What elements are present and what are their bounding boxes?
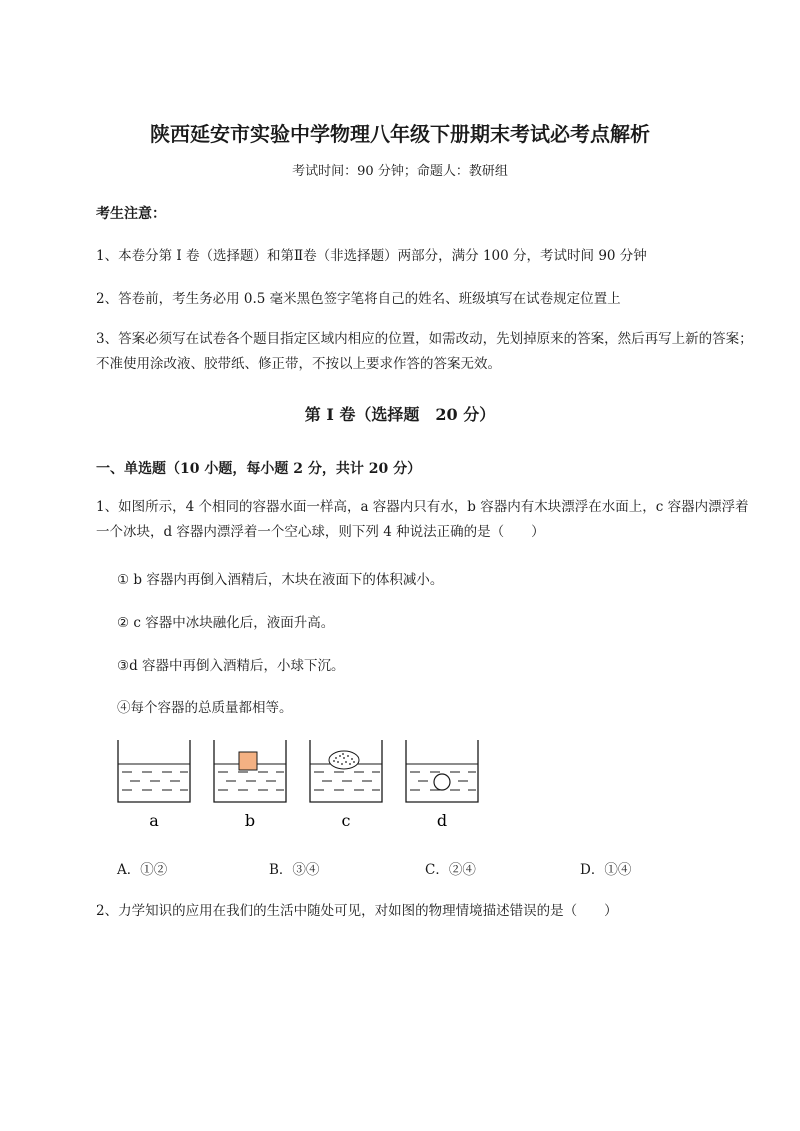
page-title: 陕西延安市实验中学物理八年级下册期末考试必考点解析 xyxy=(150,122,650,146)
note-3: 3、答案必须写在试卷各个题目指定区域内相应的位置，如需改动，先划掉原来的答案，然后再写上新的答案；不准使用涂改液、胶带纸、修正带，不按以上要求作答的答案无效。 xyxy=(96,331,753,372)
figure-label-c: c xyxy=(341,811,351,830)
figure-label-b: b xyxy=(244,811,256,830)
containers-figure xyxy=(112,736,492,836)
ice-block xyxy=(329,751,359,769)
option-a[interactable]: A．①② xyxy=(117,862,168,878)
hollow-ball xyxy=(434,774,450,790)
note-2: 2、答卷前，考生务必用 0.5 毫米黑色签字笔将自己的姓名、班级填写在试卷规定位置上 xyxy=(96,291,621,307)
container-b xyxy=(214,740,286,802)
wood-block xyxy=(239,752,257,770)
container-d xyxy=(406,740,478,802)
notes-heading: 考生注意： xyxy=(96,206,166,222)
question-1-stem: 1、如图所示，4 个相同的容器水面一样高，a 容器内只有水，b 容器内有木块漂浮在水面上，c 容器内漂浮着一个冰块，d 容器内漂浮着一个空心球，则下列 4 种说法正确的是（ ） xyxy=(96,499,749,540)
part-heading: 一、单选题（10 小题，每小题 2 分，共计 20 分） xyxy=(96,461,422,477)
section-title: 第 I 卷（选择题 20 分） xyxy=(304,405,496,424)
question-2-stem: 2、力学知识的应用在我们的生活中随处可见，对如图的物理情境描述错误的是（ ） xyxy=(96,903,618,919)
statement-1: ① b 容器内再倒入酒精后，木块在液面下的体积减小。 xyxy=(117,572,444,588)
option-c[interactable]: C．②④ xyxy=(425,862,476,878)
exam-info: 考试时间：90 分钟；命题人：教研组 xyxy=(292,164,508,179)
statement-3: ③d 容器中再倒入酒精后，小球下沉。 xyxy=(117,658,345,674)
figure-label-a: a xyxy=(149,811,159,830)
option-d[interactable]: D．①④ xyxy=(580,862,632,878)
container-c xyxy=(310,740,382,802)
option-b[interactable]: B．③④ xyxy=(269,862,320,878)
statement-2: ② c 容器中冰块融化后，液面升高。 xyxy=(117,615,335,631)
figure-label-d: d xyxy=(436,811,448,830)
container-a xyxy=(118,740,190,802)
statement-4: ④每个容器的总质量都相等。 xyxy=(117,700,293,716)
note-1: 1、本卷分第 I 卷（选择题）和第Ⅱ卷（非选择题）两部分，满分 100 分，考试时间 90 分钟 xyxy=(96,248,647,264)
